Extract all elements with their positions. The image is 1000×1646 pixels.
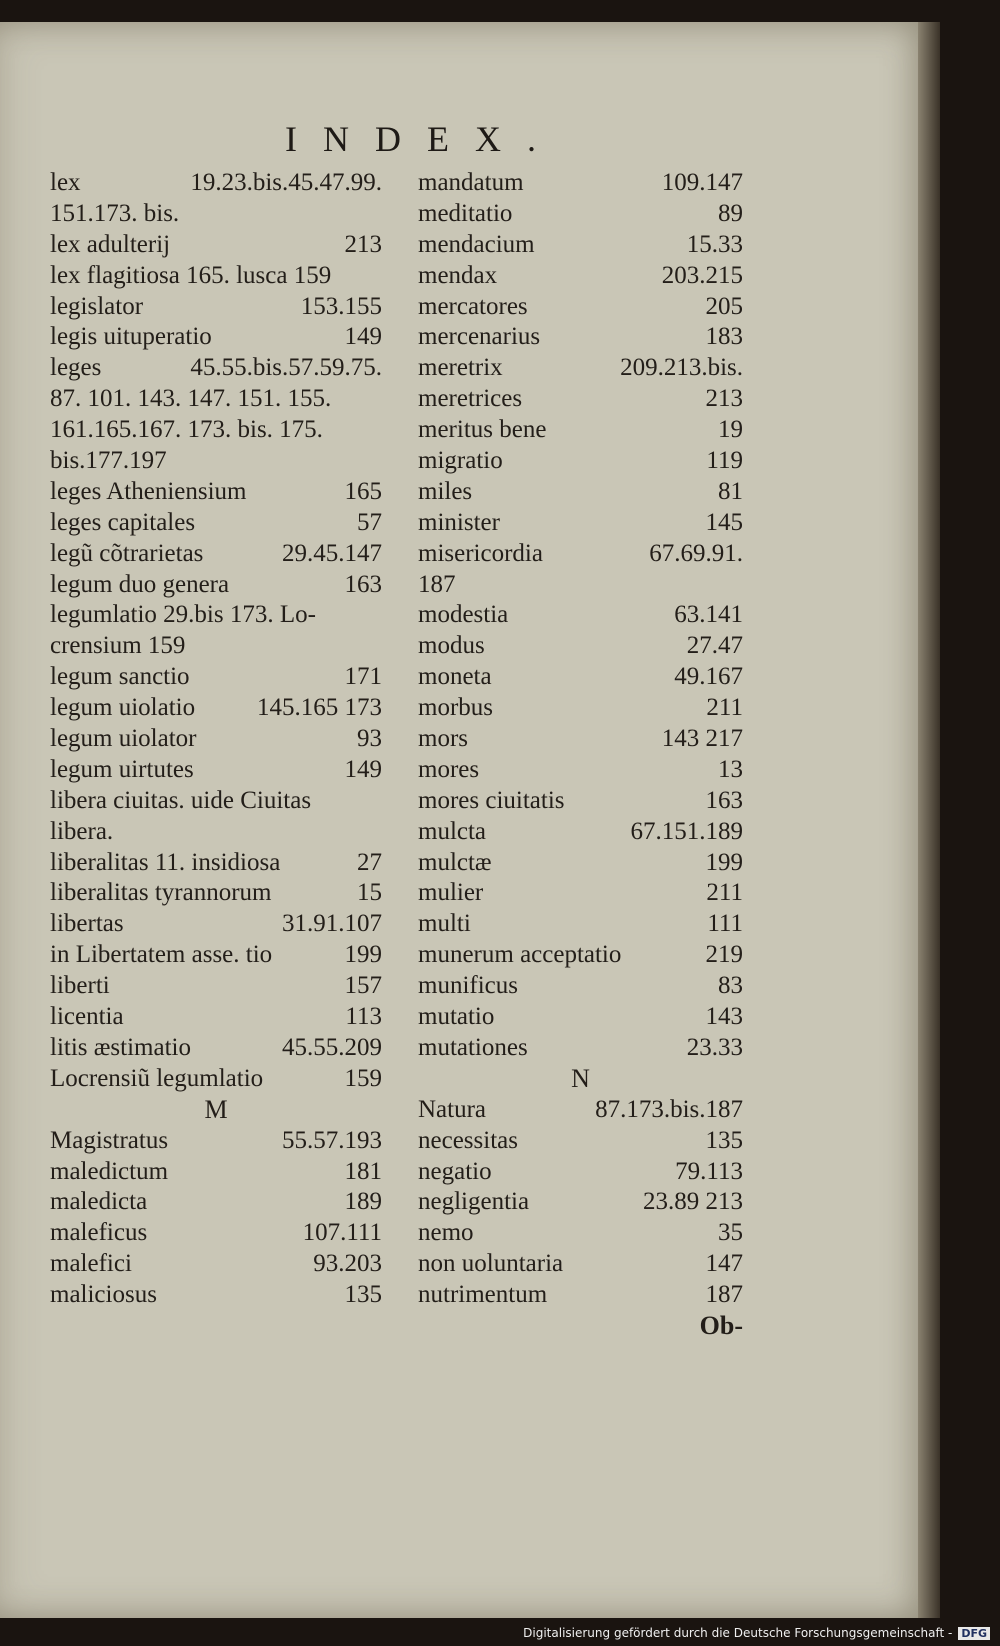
index-pages: 143 — [705, 1003, 743, 1031]
index-term: necessitas — [418, 1126, 518, 1154]
index-entry — [418, 292, 743, 323]
index-pages: 205 — [705, 292, 743, 320]
index-term: mendax — [418, 261, 498, 289]
index-entry — [50, 600, 382, 631]
index-term: 187 — [418, 570, 456, 598]
index-term: miles — [418, 477, 473, 505]
index-term: legum uirtutes — [50, 755, 194, 783]
index-pages: 57 — [357, 508, 382, 536]
index-entry — [50, 1218, 382, 1249]
index-pages: 135 — [705, 1126, 743, 1154]
index-pages: 143 217 — [661, 725, 743, 753]
index-entry — [418, 755, 743, 786]
index-term: 151.173. bis. — [50, 199, 180, 227]
index-term: Magistratus — [50, 1126, 169, 1154]
index-entry — [418, 261, 743, 292]
index-entry — [418, 1249, 743, 1280]
index-pages: 209.213.bis. — [620, 354, 743, 382]
index-entry — [50, 446, 382, 477]
index-term: Natura — [418, 1095, 487, 1123]
index-term: mutationes — [418, 1033, 528, 1061]
index-pages: 213 — [344, 230, 382, 258]
page-header: INDEX. — [285, 119, 562, 159]
index-entry — [50, 662, 382, 693]
index-pages: 181 — [344, 1157, 382, 1185]
index-pages: 93.203 — [313, 1250, 382, 1278]
index-column-left — [50, 168, 382, 1311]
index-term: litis æstimatio — [50, 1033, 191, 1061]
index-entry — [418, 384, 743, 415]
index-pages: 45.55.209 — [282, 1033, 382, 1061]
index-term: lex — [50, 169, 81, 196]
index-entry — [418, 631, 743, 662]
index-entry — [50, 971, 382, 1002]
index-term: mendacium — [418, 230, 535, 258]
index-pages: 149 — [344, 755, 382, 783]
index-term: lex adulterij — [50, 230, 171, 258]
index-entry — [50, 878, 382, 909]
index-pages: 211 — [706, 694, 743, 722]
index-entry — [418, 724, 743, 755]
index-term: modestia — [418, 601, 509, 629]
index-pages: 13 — [718, 755, 743, 783]
index-entry — [50, 909, 382, 940]
index-entry — [50, 786, 382, 817]
index-entry — [418, 971, 743, 1002]
index-pages: 49.167 — [674, 663, 743, 691]
index-pages: 31.91.107 — [282, 910, 382, 938]
index-pages: 19 — [718, 416, 743, 444]
index-term: morbus — [418, 694, 493, 722]
index-entry — [50, 168, 382, 199]
index-pages: 145 — [705, 508, 743, 536]
index-entry — [50, 1002, 382, 1033]
index-term: munificus — [418, 972, 518, 1000]
index-term: moneta — [418, 663, 492, 691]
index-term: mercenarius — [418, 323, 541, 351]
index-term: munerum acceptatio — [418, 941, 622, 969]
index-entry — [418, 1002, 743, 1033]
index-entry — [50, 1157, 382, 1188]
index-entry — [418, 1218, 743, 1249]
index-entry — [418, 817, 743, 848]
index-term: libera. — [50, 817, 114, 845]
index-entry — [50, 384, 382, 415]
index-term: libertas — [50, 910, 124, 938]
index-term: leges Atheniensium — [50, 477, 247, 505]
index-term: mulier — [418, 879, 484, 907]
index-entry — [50, 292, 382, 323]
index-entry — [50, 199, 382, 230]
index-pages: 89 — [718, 199, 743, 227]
index-column-right — [418, 168, 743, 1342]
index-pages: 63.141 — [674, 601, 743, 629]
index-pages: 119 — [706, 447, 743, 475]
index-pages: 83 — [718, 972, 743, 1000]
index-pages: 113 — [345, 1003, 382, 1031]
index-pages: 107.111 — [302, 1219, 382, 1247]
index-pages: 203.215 — [661, 261, 743, 289]
index-term: nutrimentum — [418, 1281, 548, 1309]
index-pages: 81 — [718, 477, 743, 505]
index-term: minister — [418, 508, 500, 536]
index-entry — [418, 446, 743, 477]
index-entry — [418, 1095, 743, 1126]
index-pages: 23.89 213 — [643, 1188, 743, 1216]
index-term: licentia — [50, 1003, 124, 1031]
index-pages: 163 — [705, 786, 743, 814]
index-entry — [418, 570, 743, 601]
index-pages: 109.147 — [661, 169, 743, 196]
index-entry — [418, 1126, 743, 1157]
index-term: maleficus — [50, 1219, 148, 1247]
index-entry — [418, 693, 743, 724]
index-term: meditatio — [418, 199, 513, 227]
index-term: lex flagitiosa 165. lusca 159 — [50, 261, 332, 289]
index-term: mercatores — [418, 292, 528, 320]
index-term: 161.165.167. 173. bis. 175. — [50, 416, 323, 444]
index-entry — [50, 631, 382, 662]
index-entry — [418, 786, 743, 817]
index-entry — [418, 322, 743, 353]
index-pages: 187 — [705, 1281, 743, 1309]
index-term: nemo — [418, 1219, 474, 1247]
index-entry — [50, 261, 382, 292]
index-pages: 45.55.bis.57.59.75. — [190, 354, 382, 382]
index-pages: 145.165 173 — [257, 694, 382, 722]
index-pages: 171 — [344, 663, 382, 691]
index-term: leges — [50, 354, 102, 382]
index-entry — [50, 1126, 382, 1157]
index-entry — [50, 724, 382, 755]
index-entry — [50, 570, 382, 601]
index-term: mores ciuitatis — [418, 786, 565, 814]
index-entry — [50, 508, 382, 539]
footer-text: Digitalisierung gefördert durch die Deutsche Forschungsgemeinschaft - — [523, 1626, 953, 1640]
index-entry — [418, 353, 743, 384]
index-entry — [418, 662, 743, 693]
index-term: meritus bene — [418, 416, 547, 444]
index-term: mulctæ — [418, 848, 492, 876]
index-term: maledictum — [50, 1157, 169, 1185]
index-entry — [50, 817, 382, 848]
index-entry — [418, 1033, 743, 1064]
index-entry — [50, 940, 382, 971]
index-pages: 159 — [344, 1064, 382, 1092]
index-entry — [418, 415, 743, 446]
index-entry — [50, 1064, 382, 1095]
index-pages: 149 — [344, 323, 382, 351]
dfg-logo: DFG — [958, 1627, 990, 1640]
index-term: legum uiolatio — [50, 694, 196, 722]
index-term: liberalitas tyrannorum — [50, 879, 272, 907]
index-term: maliciosus — [50, 1281, 157, 1309]
index-pages: 199 — [705, 848, 743, 876]
index-term: legislator — [50, 292, 144, 320]
index-pages: 55.57.193 — [282, 1126, 382, 1154]
index-pages: 189 — [344, 1188, 382, 1216]
index-entry — [418, 168, 743, 199]
index-pages: 15.33 — [686, 230, 743, 258]
index-entry — [418, 848, 743, 879]
index-pages: 111 — [707, 910, 743, 938]
index-pages: 87.173.bis.187 — [595, 1095, 743, 1123]
index-term: legis uituperatio — [50, 323, 212, 351]
index-term: liberalitas 11. insidiosa — [50, 848, 281, 876]
index-entry — [418, 508, 743, 539]
index-entry — [418, 1187, 743, 1218]
index-pages: 147 — [705, 1250, 743, 1278]
index-pages: 93 — [357, 725, 382, 753]
index-entry — [50, 1280, 382, 1311]
index-entry — [418, 878, 743, 909]
index-entry — [50, 1187, 382, 1218]
index-term: malefici — [50, 1250, 132, 1278]
index-pages: 211 — [706, 879, 743, 907]
index-term: mandatum — [418, 169, 524, 196]
index-entry — [50, 353, 382, 384]
index-pages: 135 — [344, 1281, 382, 1309]
index-term: negligentia — [418, 1188, 530, 1216]
index-entry — [418, 477, 743, 508]
index-term: meretrices — [418, 385, 523, 413]
section-letter: N — [571, 1063, 590, 1093]
index-pages: 219 — [705, 941, 743, 969]
index-term: libera ciuitas. uide Ciuitas — [50, 786, 312, 814]
index-pages: 27 — [357, 848, 382, 876]
index-pages: 213 — [705, 385, 743, 413]
index-pages: 165 — [344, 477, 382, 505]
index-entry — [418, 230, 743, 261]
index-entry — [50, 1033, 382, 1064]
index-pages: 19.23.bis.45.47.99. — [190, 169, 382, 196]
digitization-footer — [523, 1626, 990, 1640]
index-pages: 163 — [344, 570, 382, 598]
index-term: mulcta — [418, 817, 487, 845]
index-entry — [50, 477, 382, 508]
index-entry — [50, 322, 382, 353]
index-pages: 79.113 — [675, 1157, 743, 1185]
index-entry — [50, 415, 382, 446]
index-term: bis.177.197 — [50, 447, 167, 475]
index-term: mutatio — [418, 1003, 495, 1031]
index-term: meretrix — [418, 354, 503, 382]
index-pages: 183 — [705, 323, 743, 351]
index-term: legũ cõtrarietas — [50, 539, 204, 567]
index-pages: 199 — [344, 941, 382, 969]
index-entry — [50, 539, 382, 570]
index-entry — [418, 940, 743, 971]
index-term: non uoluntaria — [418, 1250, 564, 1278]
index-term: mores — [418, 755, 480, 783]
index-entry — [418, 199, 743, 230]
index-term: misericordia — [418, 539, 543, 567]
index-entry — [50, 693, 382, 724]
index-entry — [50, 755, 382, 786]
index-pages: 157 — [344, 972, 382, 1000]
index-entry — [50, 1249, 382, 1280]
section-letter: M — [204, 1094, 228, 1124]
index-pages: 29.45.147 — [282, 539, 382, 567]
index-pages: 23.33 — [686, 1033, 743, 1061]
index-entry — [418, 1157, 743, 1188]
index-pages: 67.151.189 — [630, 817, 743, 845]
index-term: legum sanctio — [50, 663, 190, 691]
index-pages: 27.47 — [686, 632, 743, 660]
index-term: liberti — [50, 972, 110, 1000]
index-pages: 67.69.91. — [649, 539, 743, 567]
index-term: Locrensiũ legumlatio — [50, 1064, 264, 1092]
index-term: negatio — [418, 1157, 492, 1185]
index-term: modus — [418, 632, 485, 660]
index-term: maledicta — [50, 1188, 148, 1216]
index-entry — [418, 539, 743, 570]
index-term: legum duo genera — [50, 570, 230, 598]
index-term: mors — [418, 725, 468, 753]
index-term: crensium 159 — [50, 632, 186, 660]
index-pages: 15 — [357, 879, 382, 907]
index-term: in Libertatem asse. tio — [50, 941, 273, 969]
index-entry — [418, 909, 743, 940]
index-pages: 35 — [718, 1219, 743, 1247]
index-entry — [418, 1280, 743, 1311]
index-term: leges capitales — [50, 508, 196, 536]
page-edge — [918, 22, 940, 1618]
index-entry — [50, 848, 382, 879]
index-term: migratio — [418, 447, 503, 475]
index-term: multi — [418, 910, 471, 938]
index-term: 87. 101. 143. 147. 151. 155. — [50, 385, 332, 413]
index-pages: 153.155 — [300, 292, 382, 320]
catchword: Ob- — [699, 1310, 743, 1340]
index-entry — [418, 600, 743, 631]
index-term: legum uiolator — [50, 725, 197, 753]
index-term: legumlatio 29.bis 173. Lo- — [50, 601, 316, 629]
index-entry — [50, 230, 382, 261]
